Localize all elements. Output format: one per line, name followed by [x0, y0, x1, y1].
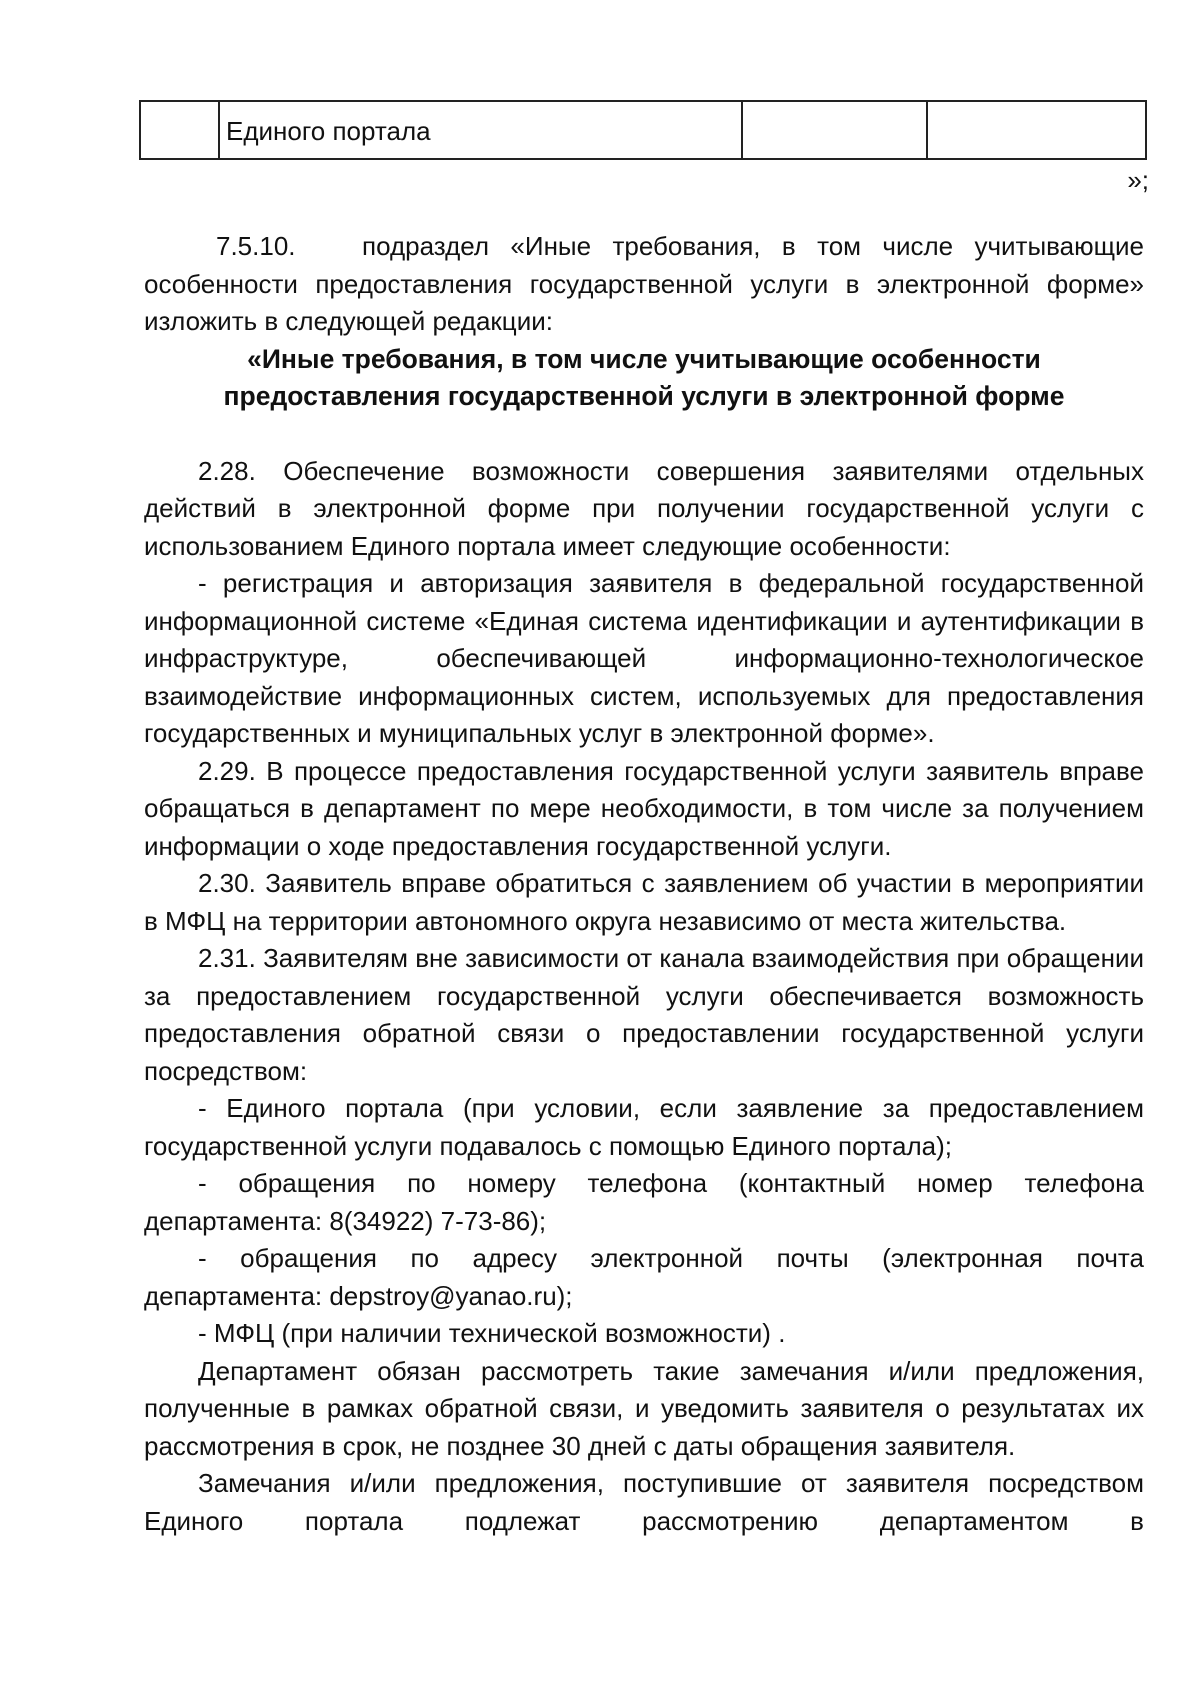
- table-cell-2: Единого портала: [220, 102, 743, 158]
- section-heading: «Иные требования, в том числе учитывающие особенности предоставления государственной услуги в электронной форме: [223, 343, 1065, 411]
- closing-quote: »;: [1127, 165, 1149, 195]
- paragraph-remarks: Замечания и/или предложения, поступившие от заявителя посредством Единого портала подлежат рассмотрению департаментом в: [144, 1468, 1144, 1536]
- table-fragment: [139, 100, 1147, 160]
- paragraph-2-30: 2.30. Заявитель вправе обратиться с заявлением об участии в мероприятии в МФЦ на территории автономного округа независимо от места жительства.: [144, 868, 1144, 936]
- table-cell-3: [743, 102, 928, 158]
- paragraph-text: подраздел «Иные требования, в том числе учитывающие особенности предоставления государственной услуги в электронной форме» изложить в следующей редакции:: [144, 231, 1144, 336]
- table-cell-4: [928, 102, 1145, 158]
- list-item-esia: - регистрация и авторизация заявителя в федеральной государственной информационной системе «Единая система идентификации и аутентификации в инфраструктуре, обеспечивающей информационно-технологическое взаимодействие информационных систем, используемых для предоставления государственных и муниципальных услуг в электронной форме».: [144, 568, 1144, 748]
- paragraph-department-duty: Департамент обязан рассмотреть такие замечания и/или предложения, полученные в рамках обратной связи, и уведомить заявителя о результатах их рассмотрения в срок, не позднее 30 дней с даты обращения заявителя.: [144, 1355, 1144, 1461]
- paragraph-2-28: 2.28. Обеспечение возможности совершения заявителями отдельных действий в электронной форме при получении государственной услуги с использованием Единого портала имеет следующие особенности:: [144, 455, 1144, 561]
- paragraph-2-29: 2.29. В процессе предоставления государственной услуги заявитель вправе обращаться в департамент по мере необходимости, в том числе за получением информации о ходе предоставления государственной услуги.: [144, 755, 1144, 861]
- list-item-portal: - Единого портала (при условии, если заявление за предоставлением государственной услуги подавалось с помощью Единого портала);: [144, 1093, 1144, 1161]
- list-item-phone: - обращения по номеру телефона (контактный номер телефона департамента: 8(34922) 7-73-86);: [144, 1168, 1144, 1236]
- paragraph-2-31: 2.31. Заявителям вне зависимости от канала взаимодействия при обращении за предоставлением государственной услуги обеспечивается возможность предоставления обратной связи о предоставлении государственной услуги посредством:: [144, 943, 1144, 1086]
- table-cell-1: [141, 102, 220, 158]
- list-item-mfc: - МФЦ (при наличии технической возможности) .: [198, 1318, 786, 1348]
- document-body: [144, 228, 1144, 1540]
- paragraph-7-5-10: [144, 228, 1144, 341]
- list-item-email: - обращения по адресу электронной почты (электронная почта департамента: depstroy@yanao.ru);: [144, 1243, 1144, 1311]
- paragraph-number: 7.5.10.: [216, 231, 296, 261]
